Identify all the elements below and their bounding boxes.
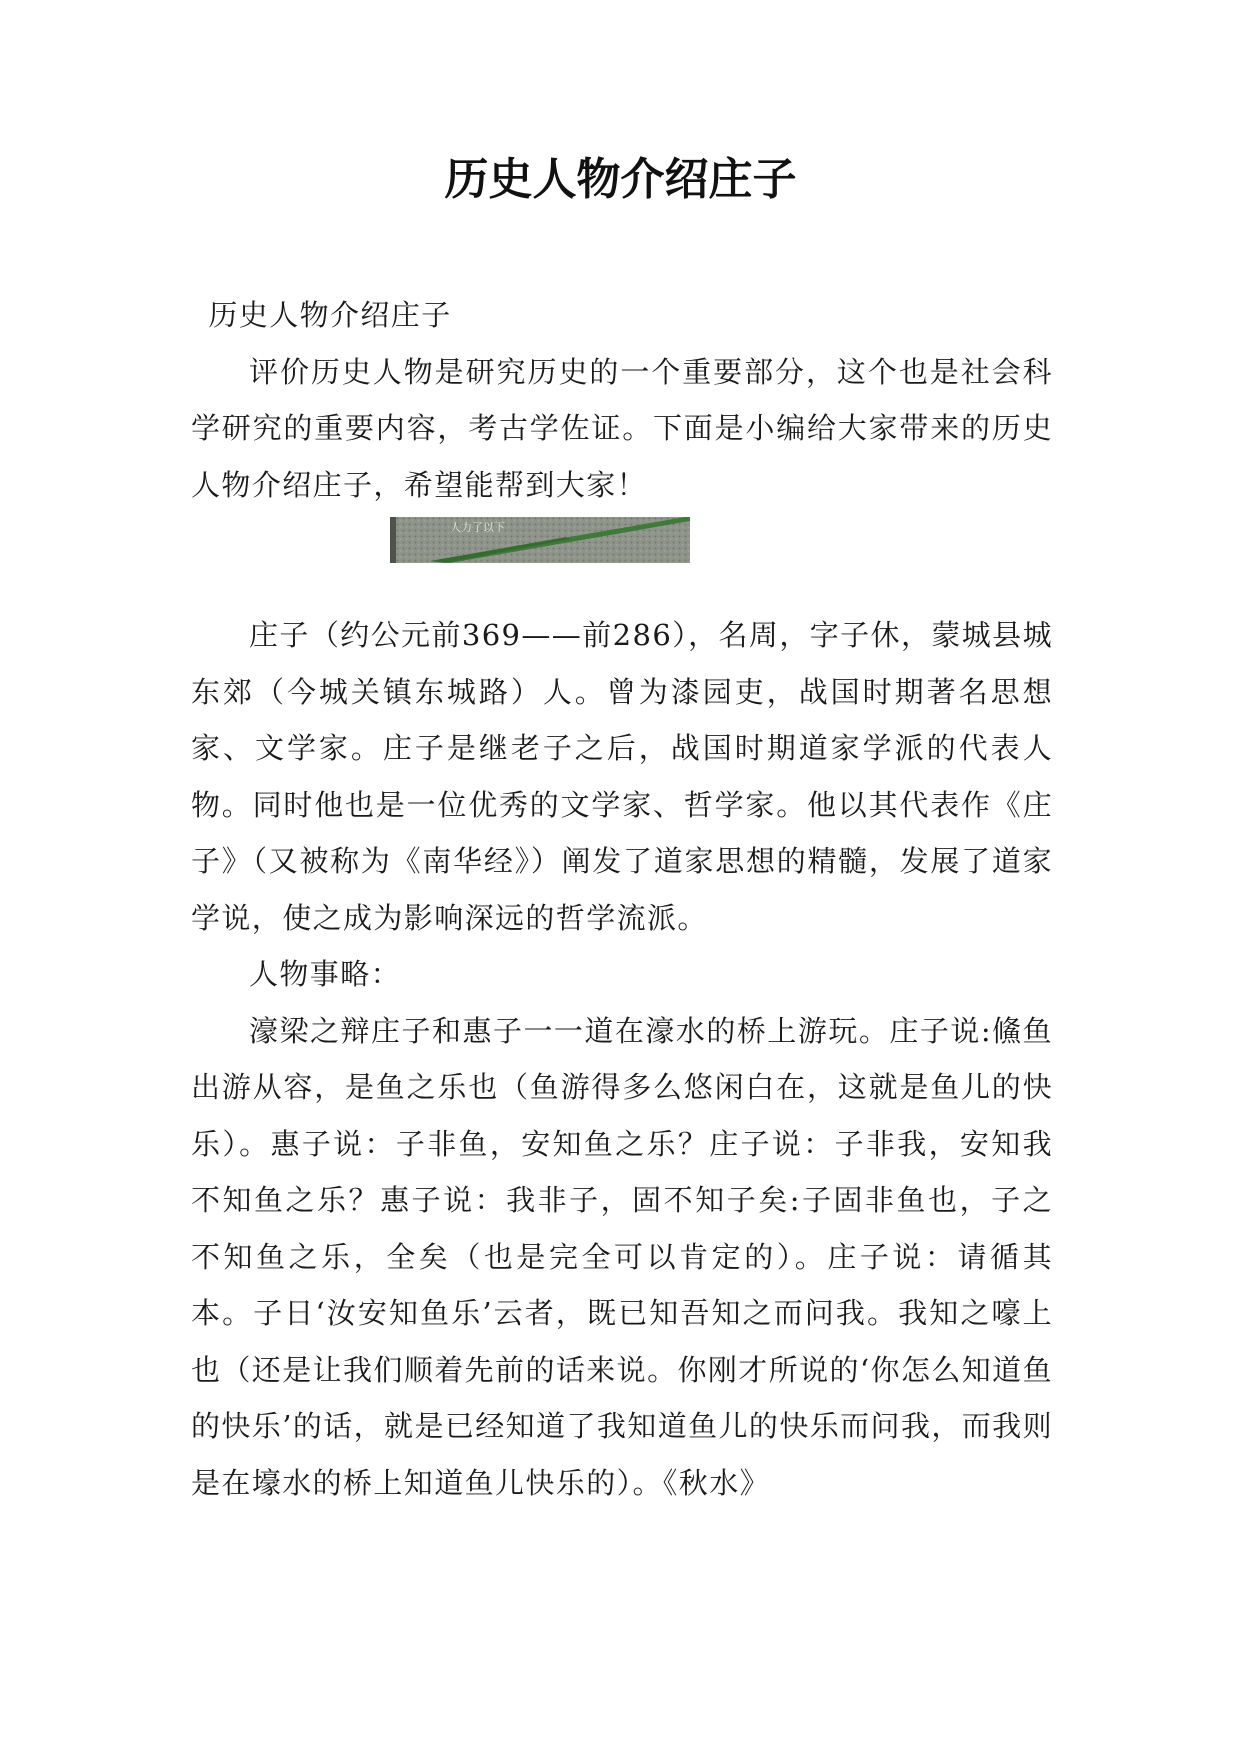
cover-text: 人力了以下: [450, 521, 505, 534]
intro-paragraph: 评价历史人物是研究历史的一个重要部分，这个也是社会科学研究的重要内容，考古学佐证。下面是小编给大家带来的历史人物介绍庄子，希望能帮到大家！: [191, 354, 1053, 502]
book-cover-image: [390, 517, 690, 563]
document-body: [191, 287, 1053, 1511]
document-title: 历史人物介绍庄子: [444, 154, 797, 205]
section-heading: 人物事略：: [249, 957, 402, 991]
bio-paragraph: 庄子（约公元前369——前286），名周，字子休，蒙城县城东郊（今城关镇东城路）人。曾为漆园吏，战国时期著名思想家、文学家。庄子是继老子之后，战国时期道家学派的代表人物。同时他也是一位优秀的文学家、哲学家。他以其代表作《庄子》（又被称为《南华经》）阐发了道家思想的精髓，发展了道家学说，使之成为影响深远的哲学流派。: [191, 618, 1053, 935]
cover-spine-edge: [390, 517, 396, 563]
book-cover-illustration: [390, 517, 690, 563]
story-paragraph: 濠梁之辩庄子和惠子一一道在濠水的桥上游玩。庄子说:鯈鱼出游从容，是鱼之乐也（鱼游得多么悠闲白在，这就是鱼儿的快乐）。惠子说：子非鱼，安知鱼之乐？庄子说：子非我，安知我不知鱼之乐？惠子说：我非子，固不知子矣:子固非鱼也，子之不知鱼之乐，全矣（也是完全可以肯定的）。庄子说：请循其本。子日‘汝安知鱼乐’云者，既已知吾知之而问我。我知之嚎上也（还是让我们顺着先前的话来说。你刚才所说的‘你怎么知道鱼的快乐’的话，就是已经知道了我知道鱼儿的快乐而问我，而我则是在壕水的桥上知道鱼儿快乐的）。《秋水》: [191, 1013, 1053, 1500]
spacer: [191, 563, 1053, 607]
subtitle: 历史人物介绍庄子: [208, 298, 452, 332]
cover-background: [390, 517, 690, 563]
